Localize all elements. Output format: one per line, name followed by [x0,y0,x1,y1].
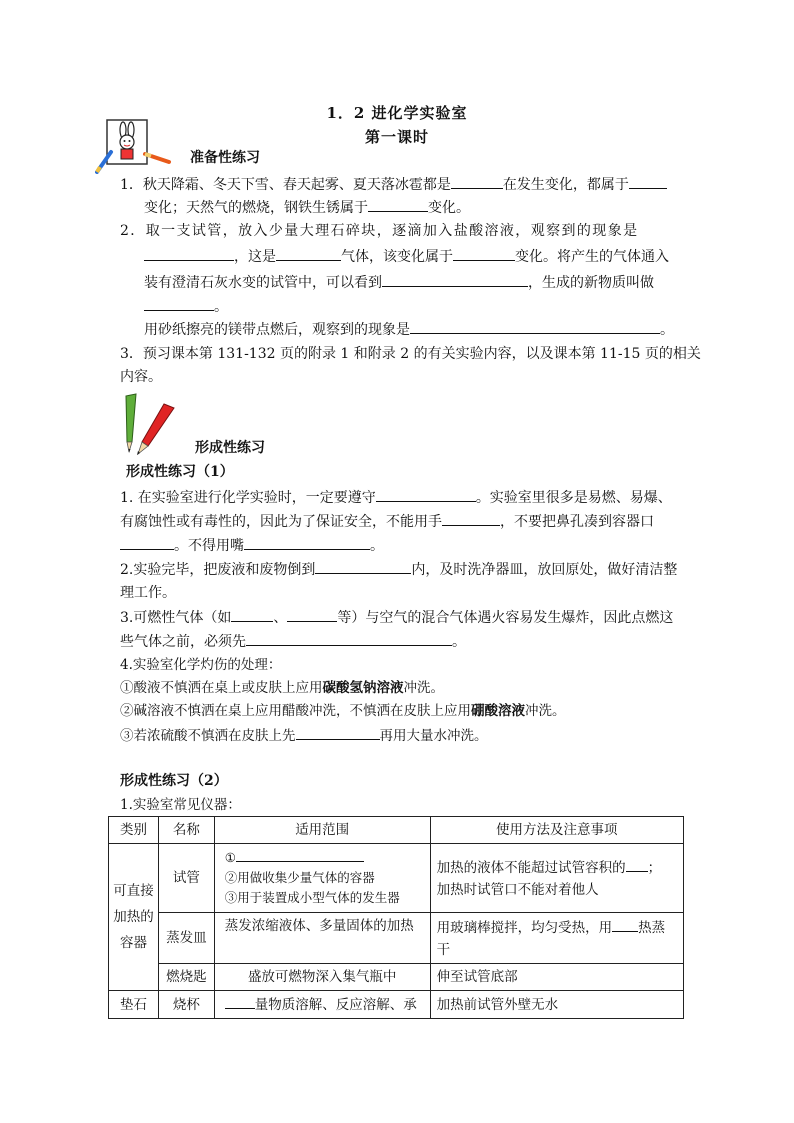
form-heading: 形成性练习 [195,440,265,456]
prep-q3-line2: 内容。 [120,369,162,385]
table-header: 适用范围 [214,817,430,844]
prep-q3-line1: 3．预习课本第 131-132 页的附录 1 和附录 2 的有关实验内容，以及课本第 11-15 页的相关 [120,346,701,362]
form-q1-line1: 1. 在实验室进行化学实验时，一定要遵守 。实验室里很多是易燃、易爆、 [120,486,672,509]
instrument-name: 试管 [158,844,214,913]
table-header: 名称 [158,817,214,844]
form-sub1-heading: 形成性练习（1） [126,464,234,480]
form-q5-title: 1.实验室常见仪器： [120,797,241,813]
form-sub2-heading: 形成性练习（2） [120,773,228,789]
prep-q2-line1: 2．取一支试管，放入少量大理石碎块，逐滴加入盐酸溶液，观察到的现象是 [120,223,639,239]
category-cell: 可直接加热的容器 [109,844,159,991]
pencils-icon [118,392,184,458]
page-title: 1．2 进化学实验室 [326,104,468,122]
form-q4-item2: ②碱溶液不慎洒在桌上应用醋酸冲洗，不慎洒在皮肤上应用硼酸溶液冲洗。 [120,703,566,719]
instrument-name: 蒸发皿 [158,913,214,964]
prep-q1-line2: 变化；天然气的燃烧，钢铁生锈属于 变化。 [144,196,470,219]
instrument-table [108,816,684,1019]
table-row [109,913,684,964]
usage-cell: ① ②用做收集少量气体的容器 ③用于装置成小型气体的发生器 [214,844,430,913]
table-header: 类别 [109,817,159,844]
instrument-name: 烧杯 [158,991,214,1019]
prep-q1-line1: 1．秋天降霜、冬天下雪、春天起雾、夏天落冰雹都是 在发生变化，都属于 [120,173,667,196]
form-q1-line2: 有腐蚀性或有毒性的，因此为了保证安全，不能用手 ，不要把鼻孔凑到容器口 [120,510,654,533]
table-header: 使用方法及注意事项 [430,817,683,844]
page-subtitle: 第一课时 [364,128,429,146]
form-q3-line1: 3.可燃性气体（如 、 等）与空气的混合气体遇火容易发生爆炸，因此点燃这 [120,606,673,629]
usage-cell: 蒸发浓缩液体、多量固体的加热 [214,913,430,964]
note-cell: 加热前试管外壁无水 [430,991,683,1019]
table-header-row [109,817,684,844]
form-q2-line2: 理工作。 [120,585,176,601]
table-row [109,844,684,913]
instrument-name: 燃烧匙 [158,964,214,991]
table-row [109,964,684,991]
prep-q2-line2: ，这是 气体，该变化属于 变化。将产生的气体通入 [144,245,669,268]
note-cell: 用玻璃棒搅拌，均匀受热，用 热蒸 干 [430,913,683,964]
prep-heading: 准备性练习 [190,150,260,166]
form-q1-line3: 。不得用嘴 。 [120,534,384,557]
form-q3-line2: 些气体之前，必须先 。 [120,630,466,653]
table-row [109,991,684,1019]
usage-cell: 盛放可燃物深入集气瓶中 [214,964,430,991]
usage-cell: 量物质溶解、反应溶解、承 [214,991,430,1019]
form-q4-item1: ①酸液不慎洒在桌上或皮肤上应用碳酸氢钠溶液冲洗。 [120,680,444,696]
prep-q2b-line: 用砂纸擦亮的镁带点燃后，观察到的现象是 。 [144,318,674,341]
prep-q2-line4: 。 [144,295,228,318]
prep-q2-line3: 装有澄清石灰水变的试管中，可以看到 ，生成的新物质叫做 [144,271,654,294]
category-cell: 垫石 [109,991,159,1019]
note-cell: 加热的液体不能超过试管容积的 ； 加热时试管口不能对着他人 [430,844,683,913]
form-q2-line1: 2.实验完毕，把废液和废物倒到 内，及时洗净器皿，放回原处，做好清洁整 [120,558,677,581]
form-q4-title: 4.实验室化学灼伤的处理： [120,657,282,673]
form-q4-item3: ③若浓硫酸不慎洒在皮肤上先 再用大量水冲洗。 [120,724,488,747]
note-cell: 伸至试管底部 [430,964,683,991]
